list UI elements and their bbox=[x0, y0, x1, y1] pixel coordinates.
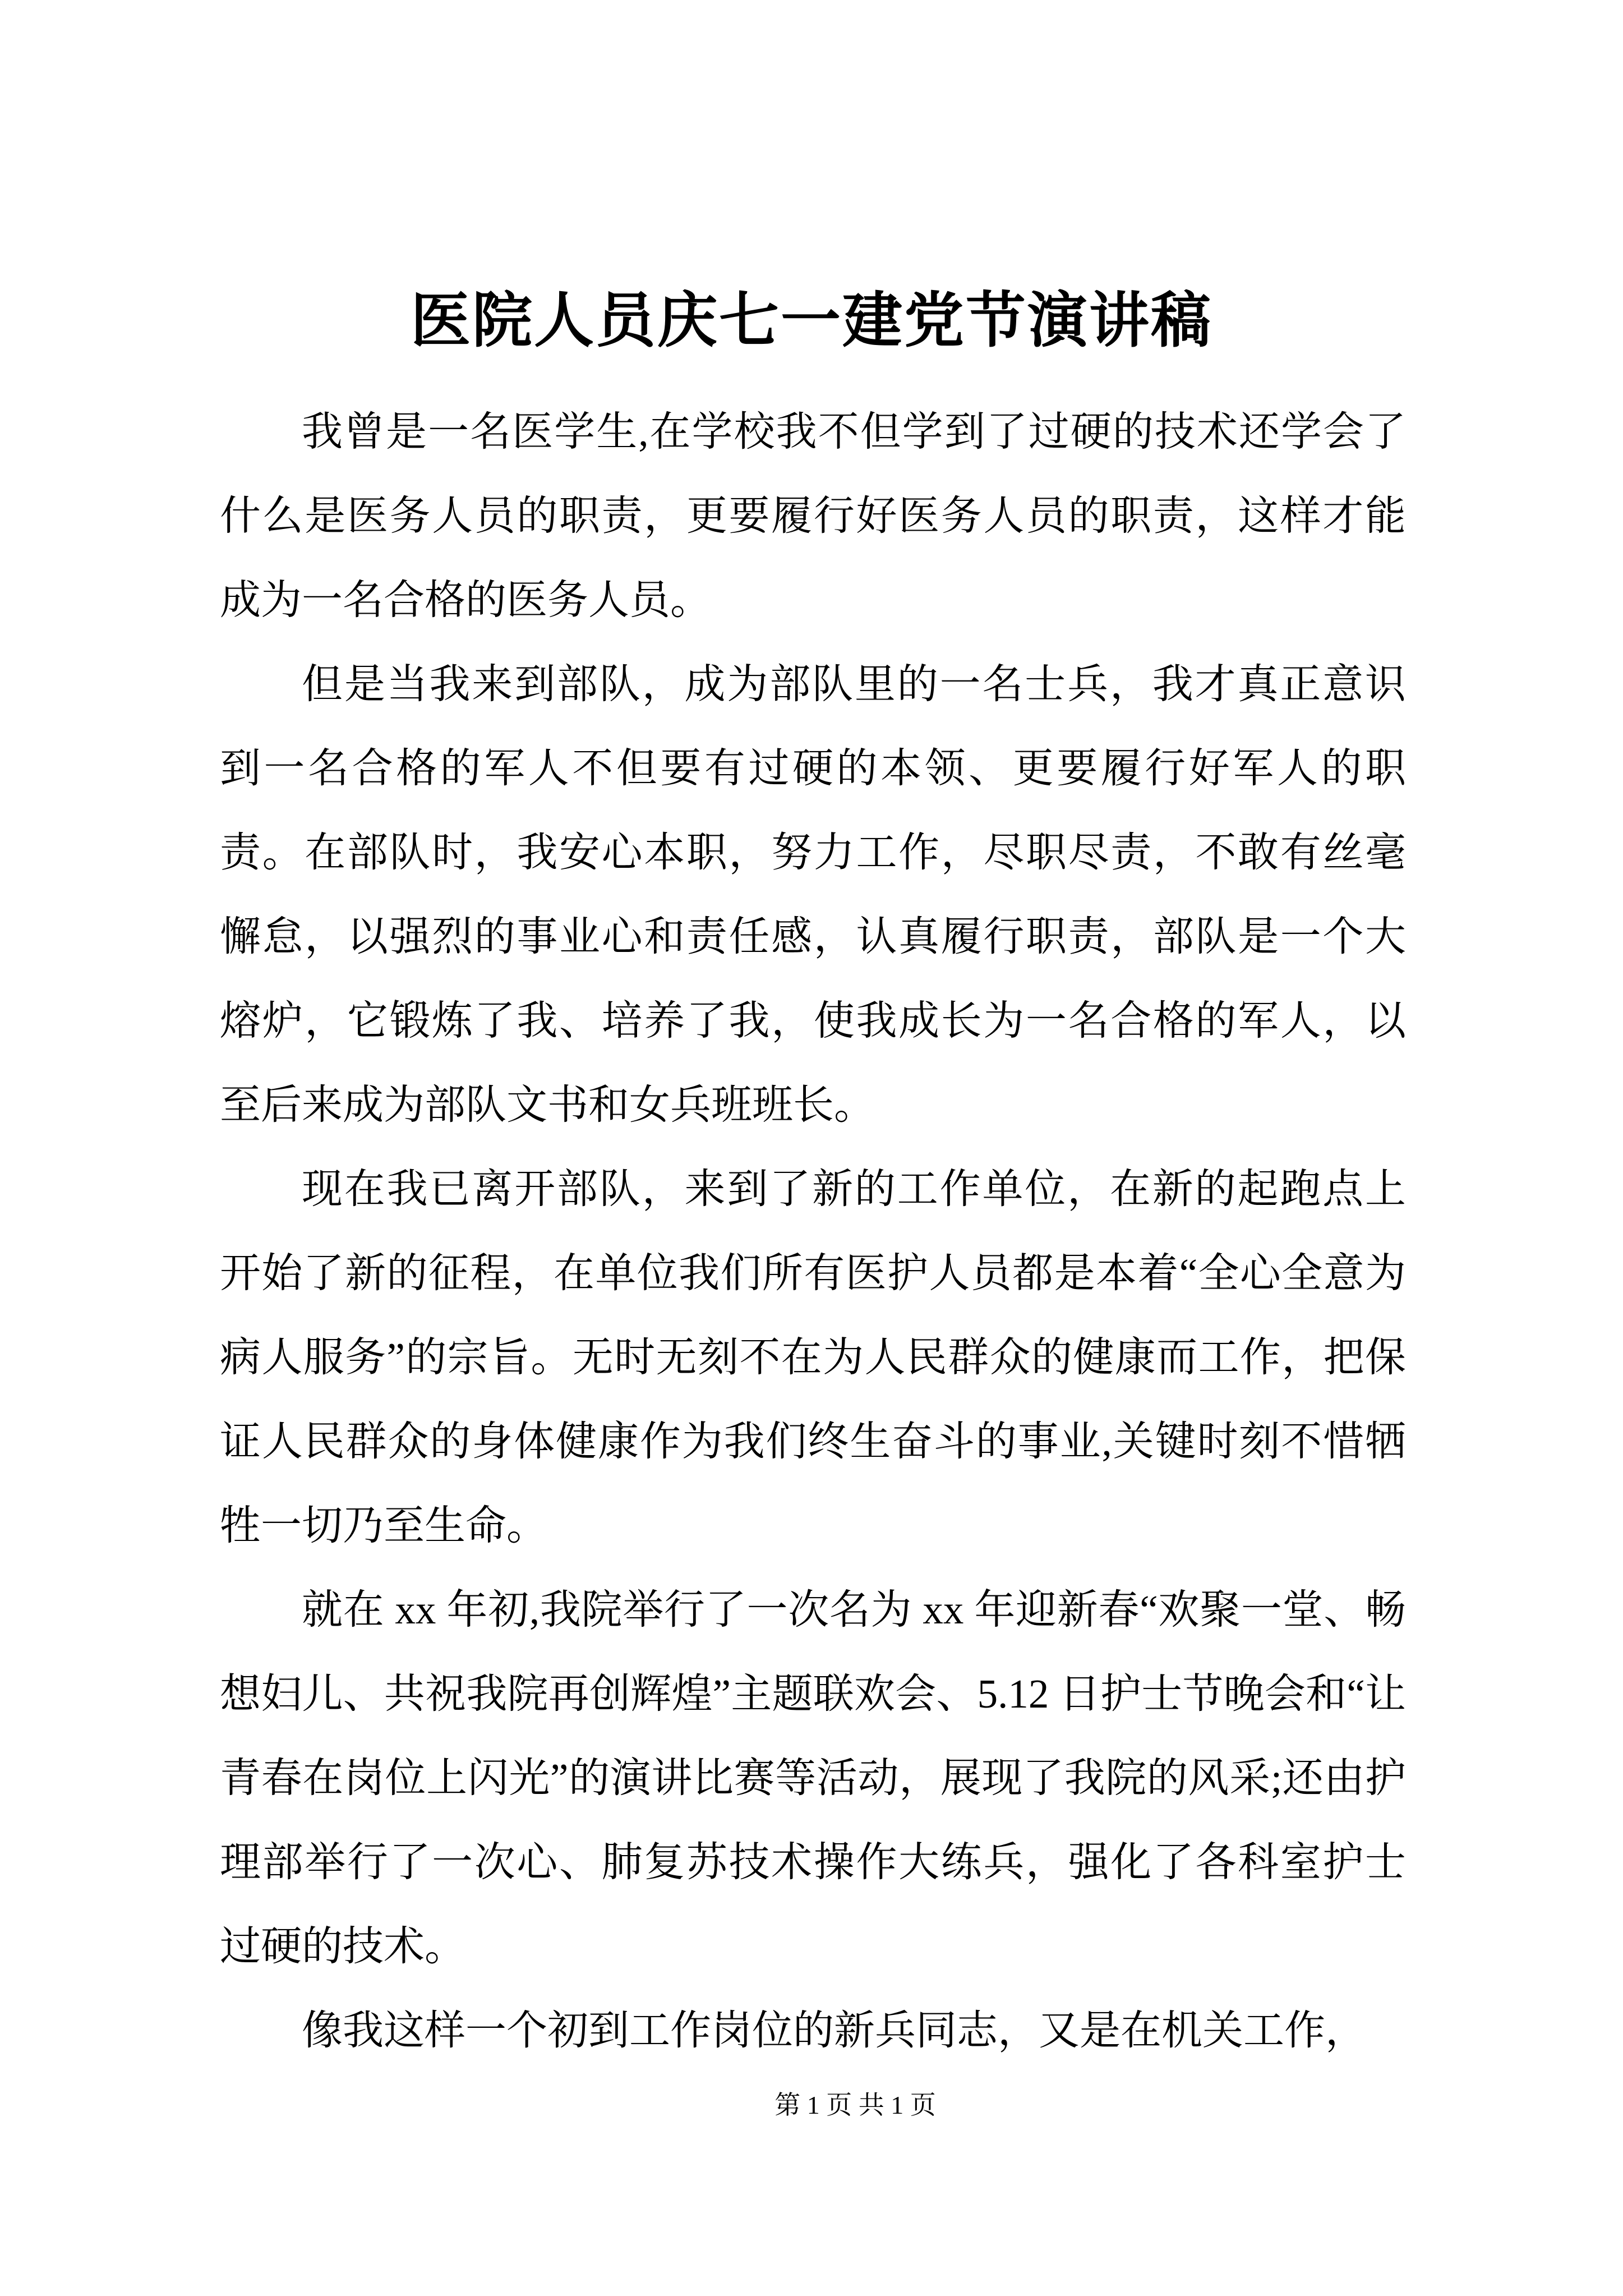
page-footer bbox=[0, 2086, 1623, 2125]
paragraph-3: 现在我已离开部队，来到了新的工作单位，在新的起跑点上开始了新的征程，在单位我们所有医护人员都是本着“全心全意为病人服务”的宗旨。无时无刻不在为人民群众的健康而工作，把保证人民群众的身体健康作为我们终生奋斗的事业,关键时刻不惜牺牲一切乃至生命。 bbox=[220, 1166, 1406, 1548]
document-body bbox=[220, 390, 1406, 2073]
paragraph-5: 像我这样一个初到工作岗位的新兵同志，又是在机关工作， bbox=[302, 2008, 1366, 2053]
page-number-label: 第 1 页 共 1 页 bbox=[774, 2091, 936, 2119]
paragraph-2: 但是当我来到部队，成为部队里的一名士兵，我才真正意识到一名合格的军人不但要有过硬的本领、更要履行好军人的职责。在部队时，我安心本职，努力工作，尽职尽责，不敢有丝毫懈怠，以强烈的事业心和责任感，认真履行职责，部队是一个大熔炉，它锻炼了我、培养了我，使我成长为一名合格的军人，以至后来成为部队文书和女兵班班长。 bbox=[220, 661, 1406, 1128]
paragraph-1: 我曾是一名医学生,在学校我不但学到了过硬的技术还学会了什么是医务人员的职责，更要履行好医务人员的职责，这样才能成为一名合格的医务人员。 bbox=[220, 409, 1406, 623]
paragraph-4: 就在 xx 年初,我院举行了一次名为 xx 年迎新春“欢聚一堂、畅想妇儿、共祝我院再创辉煌”主题联欢会、5.12 日护士节晚会和“让青春在岗位上闪光”的演讲比赛等活动，展现了我院的风采;还由护理部举行了一次心、肺复苏技术操作大练兵，强化了各科室护士过硬的技术。 bbox=[220, 1587, 1406, 1969]
document-title: 医院人员庆七一建党节演讲稿 bbox=[410, 288, 1212, 355]
